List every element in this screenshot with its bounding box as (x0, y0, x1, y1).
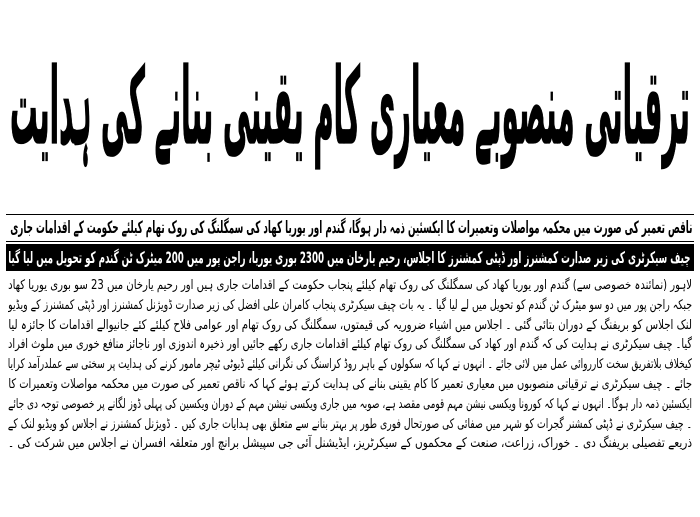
subheadline-1 (6, 214, 694, 242)
body-line: ذریعے تفصیلی بریفنگ دی ۔ خوراک، زراعت، صنعت کے محکموں کے سیکرٹریز، ایڈیشنل آئی جی سپیشل برانچ اور متعلقہ افسران نے اجلاس میں شرکت کی ۔ (8, 436, 692, 452)
body-line: ۔ چیف سیکرٹری نے ڈپٹی کمشنر گجرات کو شہر میں صفائی کی صورتحال فوری طور پر بہتر بنانے سے متعلق بھی ہدایات جاری کیں ۔ ڈویژنل کمشنرز نے اجلاس کو ویڈیو لنک کے (8, 416, 692, 432)
article-body (8, 276, 692, 514)
subheadline-2-text: چیف سیکرٹری کی زیر صدارت کمشنرز اور ڈپٹی کمشنرز کا اجلاس، رحیم یارخان میں 2300 بوری یوریا، راجن پور میں 200 میٹرک ٹن گندم کو تحویل میں لیا گیا (7, 248, 690, 267)
body-line: ایکسئین ذمہ دار ہوگا۔ انہوں نے کہا کہ کورونا ویکسی نیشن مہم قومی مقصد ہے، صوبہ میں جاری ویکسی نیشن مہم کے دوران ویکسین کی پہلی ڈوز لگانے پر خصوصی توجہ دی جائے (8, 396, 692, 412)
body-line: لاہور (نمائندہ خصوصی سے) گندم اور یوریا کھاد کی سمگلنگ کی روک تھام کیلئے پنجاب حکومت کے اقدامات جاری ہیں اور رحیم یارخان میں 23 سو بوری یوریا کھاد (8, 278, 692, 293)
body-line: جبکہ راجن پور میں دو سو میٹرک ٹن گندم کو تحویل میں لے لیا گیا ۔ یہ بات چیف سیکرٹری پنجاب کامران علی افضل کی زیر صدارت ڈویژنل کمشنرز اور ڈپٹی کمشنرز کے ویڈیو (8, 297, 692, 313)
subheadline-2 (6, 244, 694, 271)
headline: ترقیاتی منصوبے معیاری کام یقینی بنانے کی ہدایت (10, 47, 690, 169)
body-line: لنک اجلاس کو بریفنگ کے دوران بتائی گئی ۔ اجلاس میں اشیاء ضروریہ کی قیمتوں، سمگلنگ کی روک تھام اور عوامی فلاح کیلئے کئے جانیوالے اقدامات کا جائزہ لیا (8, 317, 692, 333)
body-line: گیا۔ چیف سیکرٹری نے ہدایت کی کہ گندم اور کھاد کی سمگلنگ کی روک تھام کیلئے اقدامات جاری رکھے جائیں اور ذخیرہ اندوزی اور ناجائز منافع خوری میں ملوث افراد (8, 337, 692, 353)
body-line: کیخلاف بلاتفریق سخت کارروائی عمل میں لائی جائے ۔ انہوں نے کہا کہ سکولوں کے باہر روڈ کراسنگ کی نگرانی کیلئے ڈیوٹی ٹیچر مامور کرنے کی ہدایت پر سختی سے عملدرآمد کرایا (8, 357, 692, 373)
headline-block (6, 4, 694, 212)
body-line: جائے ۔ چیف سیکرٹری نے ترقیاتی منصوبوں میں معیاری تعمیر کا کام یقینی بنانے کی ہدایت کرتے ہوئے کہا کہ ناقص تعمیر کی صورت میں محکمہ مواصلات وتعمیرات کا (8, 376, 692, 392)
subheadline-1-text: ناقص تعمیر کی صورت میں محکمہ مواصلات وتعمیرات کا ایکسئین ذمہ دار ہوگا، گندم اور یوریا کھاد کی سمگلنگ کی روک تھام کیلئے حکومت کے اقدامات جاری (9, 218, 692, 238)
